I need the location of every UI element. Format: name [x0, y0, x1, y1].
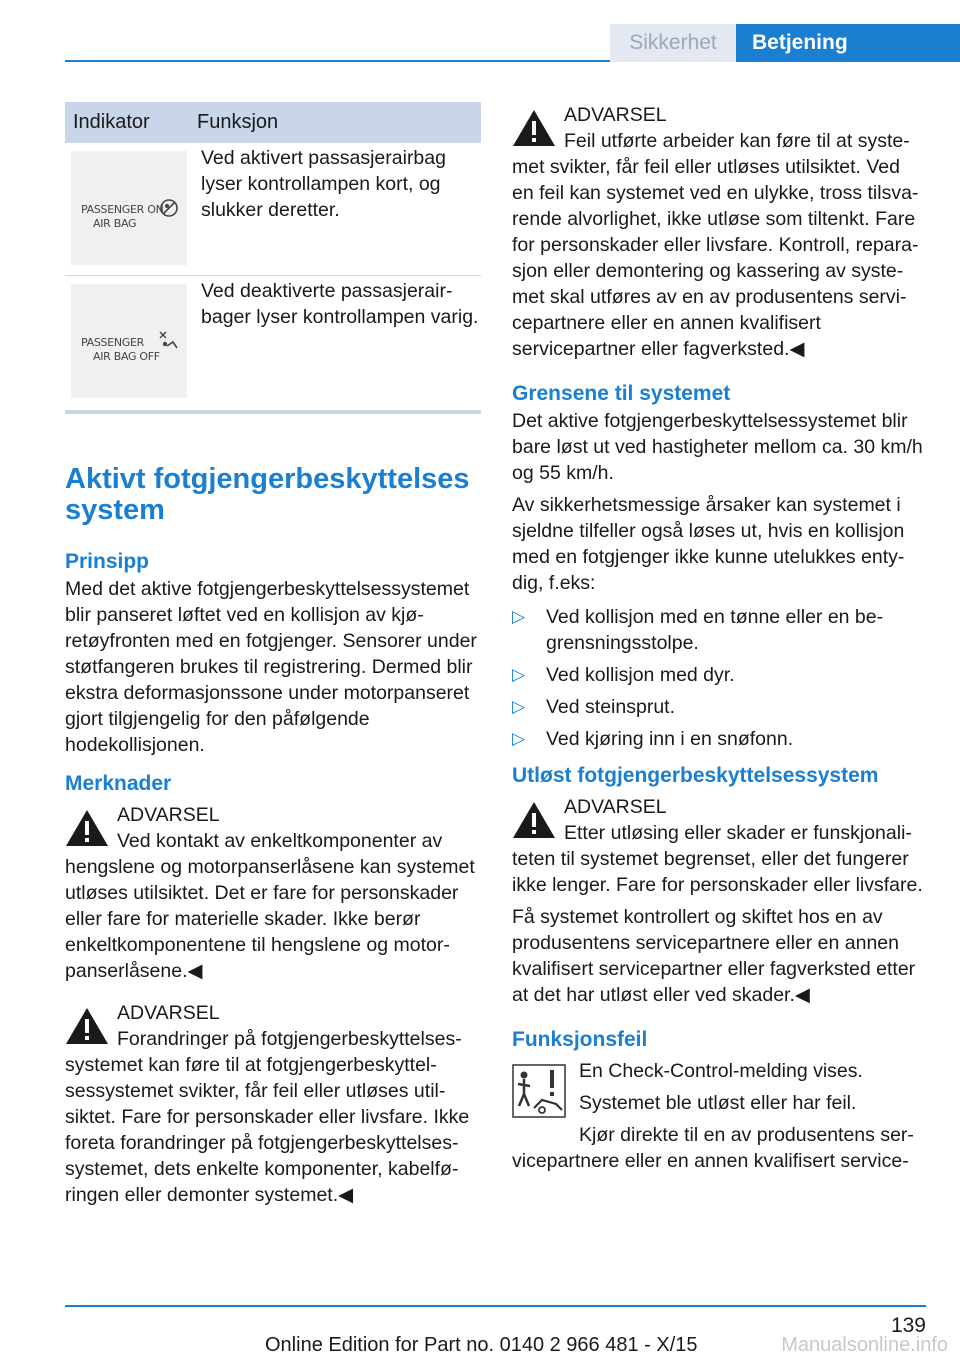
- warning-block: [65, 802, 481, 984]
- watermark: Manualsonline.info: [781, 1334, 948, 1356]
- prinsipp-heading: Prinsipp: [65, 550, 150, 573]
- list-item-text: Ved kollisjon med en tønne eller en begrensningsstolpe.: [546, 606, 884, 654]
- icon-label: PASSENGER: [81, 336, 145, 349]
- icon-label: AIR BAG OFF: [93, 350, 160, 363]
- grensene-text: Det aktive fotgjengerbeskyttelsessystemet blir bare løst ut ved hastigheter mellom ca. 30 km/h og 55 km/h.: [512, 410, 923, 484]
- warning-text: Forandringer på fotgjengerbeskyttelsessystemet kan føre til at fotgjengerbeskyttelsessystemet svikter, får feil eller utløses utilsiktet. Fare for personskader eller livsfare. Ikke foreta forandringer på fotgjengerbeskyttelsessystemet, dets enkelte komponenter, kabelføringen eller demonter systemet.◀: [65, 1028, 470, 1206]
- warning-triangle-icon: [65, 808, 109, 848]
- warning-block: [512, 102, 926, 362]
- list-item: [512, 604, 926, 656]
- table-row: [65, 276, 481, 409]
- list-item-text: Ved kollisjon med dyr.: [546, 664, 735, 686]
- merknader-heading: Merknader: [65, 772, 172, 795]
- grensene-heading: Grensene til systemet: [512, 382, 731, 405]
- icon-label: AIR BAG: [93, 217, 137, 230]
- limits-list: [512, 604, 926, 752]
- list-triangle-icon: ▷: [512, 665, 526, 684]
- airbag-symbol-icon: [157, 197, 181, 219]
- left-column: [65, 102, 481, 1208]
- footer-rule: [65, 1305, 926, 1307]
- list-triangle-icon: ▷: [512, 729, 526, 748]
- list-item-text: Ved steinsprut.: [546, 696, 675, 718]
- table-header-indikator: Indikator: [65, 102, 189, 143]
- fault-line: Kjør direkte til en av produsentens servicepartnere eller en annen kvalifisert service-: [512, 1124, 914, 1172]
- warning-label: ADVARSEL: [117, 1002, 220, 1024]
- indicator-table: [65, 102, 481, 408]
- utlost-heading: Utløst fotgjengerbeskyttelsessystem: [512, 764, 879, 787]
- warning-label: ADVARSEL: [564, 104, 667, 126]
- table-cell-function: Ved aktivert passasjerairbag lyser kontrollampen kort, og slukker deretter.: [189, 143, 481, 276]
- warning-label: ADVARSEL: [117, 804, 220, 826]
- table-cell-function: Ved deaktiverte passasjerairbager lyser kontrollampen varig.: [201, 280, 479, 328]
- grensene-text-2: Av sikkerhetsmessige årsaker kan systemet i sjeldne tilfeller også løses ut, hvis en kollisjon med en fotgjenger ikke kunne utelukkes entydig, f.eks:: [512, 494, 905, 594]
- list-triangle-icon: ▷: [512, 607, 526, 626]
- warning-text: Etter utløsing eller skader er funskjonaliteten til systemet begrenset, eller det fungerer ikke lenger. Fare for personskader eller livsfare.: [512, 822, 923, 896]
- warning-triangle-icon: [512, 800, 556, 840]
- warning-block: [65, 1000, 481, 1208]
- table-bottom-rule: [65, 410, 481, 414]
- fault-line: Systemet ble utløst eller har feil.: [579, 1092, 857, 1114]
- tab-betjening[interactable]: Betjening: [736, 24, 960, 62]
- table-row: [65, 143, 481, 276]
- list-item: [512, 726, 926, 752]
- warning-triangle-icon: [512, 108, 556, 148]
- pedestrian-protection-warning-icon: [512, 1064, 566, 1118]
- utlost-text: Få systemet kontrollert og skiftet hos en av produsentens servicepartnere eller en annen kvalifisert servicepartner eller fagverksted etter at det har utløst eller ved skader.◀: [512, 906, 916, 1006]
- warning-block: [512, 794, 926, 898]
- airbag-off-symbol-icon: [157, 330, 181, 352]
- table-header-funksjon: Funksjon: [189, 102, 481, 143]
- list-item-text: Ved kjøring inn i en snøfonn.: [546, 728, 794, 750]
- right-column: [512, 102, 926, 1174]
- warning-text: Feil utførte arbeider kan føre til at systemet svikter, får feil eller utløses utilsiktet. Ved en feil kan systemet ved en ulykke, tross tilsvarende alvorlighet, ikke utløse som tiltenkt. Fare for personskader eller livsfare. Kontroll, reparasjon eller demontering og kassering av systemet skal utføres av en av produsentens servicepartnere eller en annen kvalifisert servicepartner eller fagverksted.◀: [512, 130, 919, 360]
- passenger-airbag-on-indicator-icon: [71, 151, 187, 265]
- fault-block: [512, 1058, 926, 1174]
- icon-label: PASSENGER ON: [81, 203, 164, 216]
- prinsipp-text: Med det aktive fotgjengerbeskyttelsessystemet blir panseret løftet ved en kollisjon av kjøretøyfronten med en fotgjenger. Sensorer under støtfangeren brukes til registrering. Dermed blir ekstra deformasjonssone under motorpanseret gjort tilgjengelig for den påfølgende hodekollisjonen.: [65, 578, 477, 756]
- section-title: Aktivt fotgjengerbeskyttelsessystem: [65, 463, 470, 526]
- page-number: 139: [890, 1314, 926, 1337]
- warning-text: Ved kontakt av enkeltkomponenter av hengslene og motorpanserlåsene kan systemet utløses utilsiktet. Det er fare for personskader eller fare for materielle skader. Ikke berør enkeltkomponentene til hengslene og motorpanserlåsene.◀: [65, 830, 475, 982]
- warning-triangle-icon: [65, 1006, 109, 1046]
- list-item: [512, 694, 926, 720]
- warning-label: ADVARSEL: [564, 796, 667, 818]
- tab-sikkerhet[interactable]: Sikkerhet: [610, 24, 736, 62]
- fault-line: En Check-Control-melding vises.: [579, 1060, 863, 1082]
- edition-text: Online Edition for Part no. 0140 2 966 481 - X/15: [265, 1334, 698, 1356]
- list-item: [512, 662, 926, 688]
- list-triangle-icon: ▷: [512, 697, 526, 716]
- passenger-airbag-off-indicator-icon: [71, 284, 187, 398]
- funksjonsfeil-heading: Funksjonsfeil: [512, 1028, 648, 1051]
